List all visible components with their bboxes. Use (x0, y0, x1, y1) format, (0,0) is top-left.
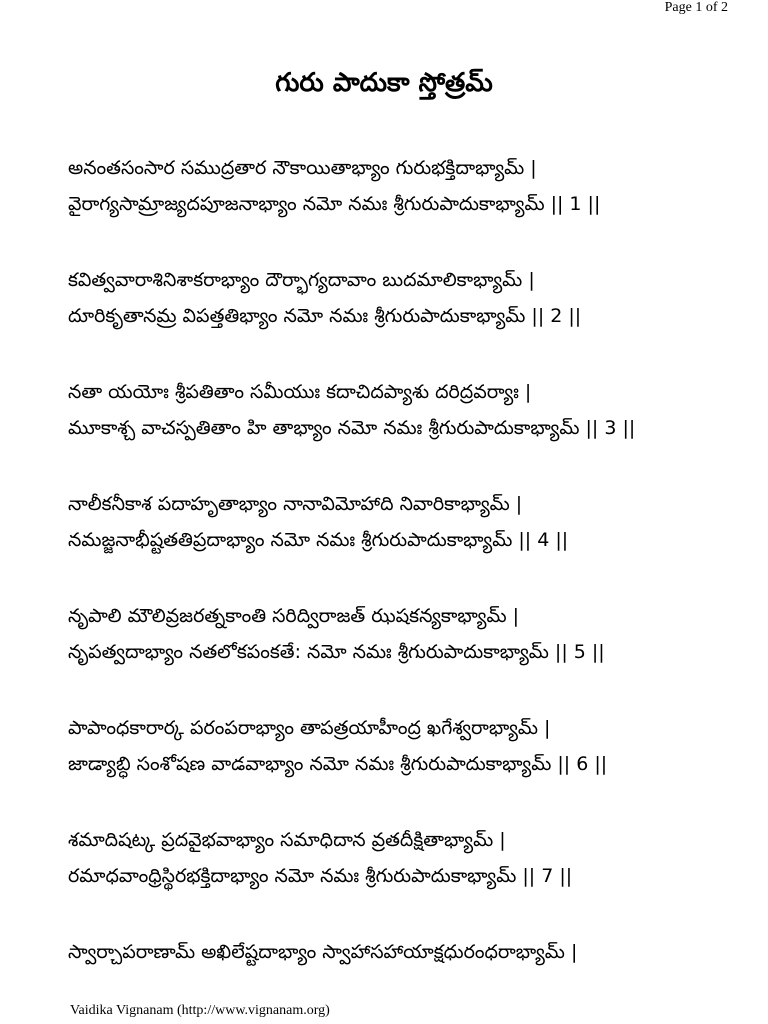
verse-line: పాపాంధకారార్క పరంపరాభ్యాం తాపత్రయాహీంద్ర ఖగేశ్వరాభ్యామ్ | (68, 717, 551, 739)
page-number: Page 1 of 2 (664, 0, 728, 15)
verse-line: జాడ్యాబ్ధి సంశోషణ వాడవాభ్యాం నమో నమః శ్రీగురుపాదుకాభ్యామ్ || 6 || (68, 753, 608, 775)
verse-8 (68, 934, 748, 970)
verse-line: స్వార్చాపరాణామ్ అఖిలేష్టదాభ్యాం స్వాహాసహాయాక్షధురంధరాభ్యామ్ | (68, 941, 578, 963)
verse-7 (68, 822, 748, 894)
verse-line: అనంతసంసార సముద్రతార నౌకాయితాభ్యాం గురుభక్తిదాభ్యామ్ | (68, 157, 537, 179)
verse-line: వైరాగ్యసామ్రాజ్యదపూజనాభ్యాం నమో నమః శ్రీగురుపాదుకాభ్యామ్ || 1 || (68, 193, 601, 215)
verse-6 (68, 710, 748, 782)
verse-line: నృపత్వదాభ్యాం నతలోకపంకతే: నమో నమః శ్రీగురుపాదుకాభ్యామ్ || 5 || (68, 641, 605, 663)
verse-list (68, 150, 748, 1010)
verse-line: నమజ్జనాభీష్టతతిప్రదాభ్యాం నమో నమః శ్రీగురుపాదుకాభ్యామ్ || 4 || (68, 529, 569, 551)
verse-5 (68, 598, 748, 670)
verse-line: కవిత్వవారాశినిశాకరాభ్యాం దౌర్భాగ్యదావాం బుదమాలికాభ్యామ్ | (68, 269, 535, 291)
verse-line: దూరికృతానమ్ర విపత్తతిభ్యాం నమో నమః శ్రీగురుపాదుకాభ్యామ్ || 2 || (68, 305, 582, 327)
verse-line: రమాధవాంధ్రిస్థిరభక్తిదాభ్యాం నమో నమః శ్రీగురుపాదుకాభ్యామ్ || 7 || (68, 865, 573, 887)
verse-line: నృపాలి మౌలివ్రజరత్నకాంతి సరిద్విరాజత్ ఝషకన్యకాభ్యామ్ | (68, 605, 520, 627)
verse-line: శమాదిషట్క ప్రదవైభవాభ్యాం సమాధిదాన వ్రతదీక్షితాభ్యామ్ | (68, 829, 506, 851)
verse-1 (68, 150, 748, 222)
verse-line: నతా యయోః శ్రీపతితాం సమీయుః కదాచిదప్యాశు దరిద్రవర్యాః | (68, 381, 532, 403)
verse-line: నాలీకనీకాశ పదాహృతాభ్యాం నానావిమోహాది నివారికాభ్యామ్ | (68, 493, 523, 515)
page-title: గురు పాదుకా స్తోత్రమ్ (275, 68, 493, 98)
footer-source: Vaidika Vignanam (http://www.vignanam.org) (70, 1003, 330, 1018)
verse-2 (68, 262, 748, 334)
verse-4 (68, 486, 748, 558)
verse-line: మూకాశ్చ వాచస్పతితాం హి తాభ్యాం నమో నమః శ్రీగురుపాదుకాభ్యామ్ || 3 || (68, 417, 636, 439)
verse-3 (68, 374, 748, 446)
